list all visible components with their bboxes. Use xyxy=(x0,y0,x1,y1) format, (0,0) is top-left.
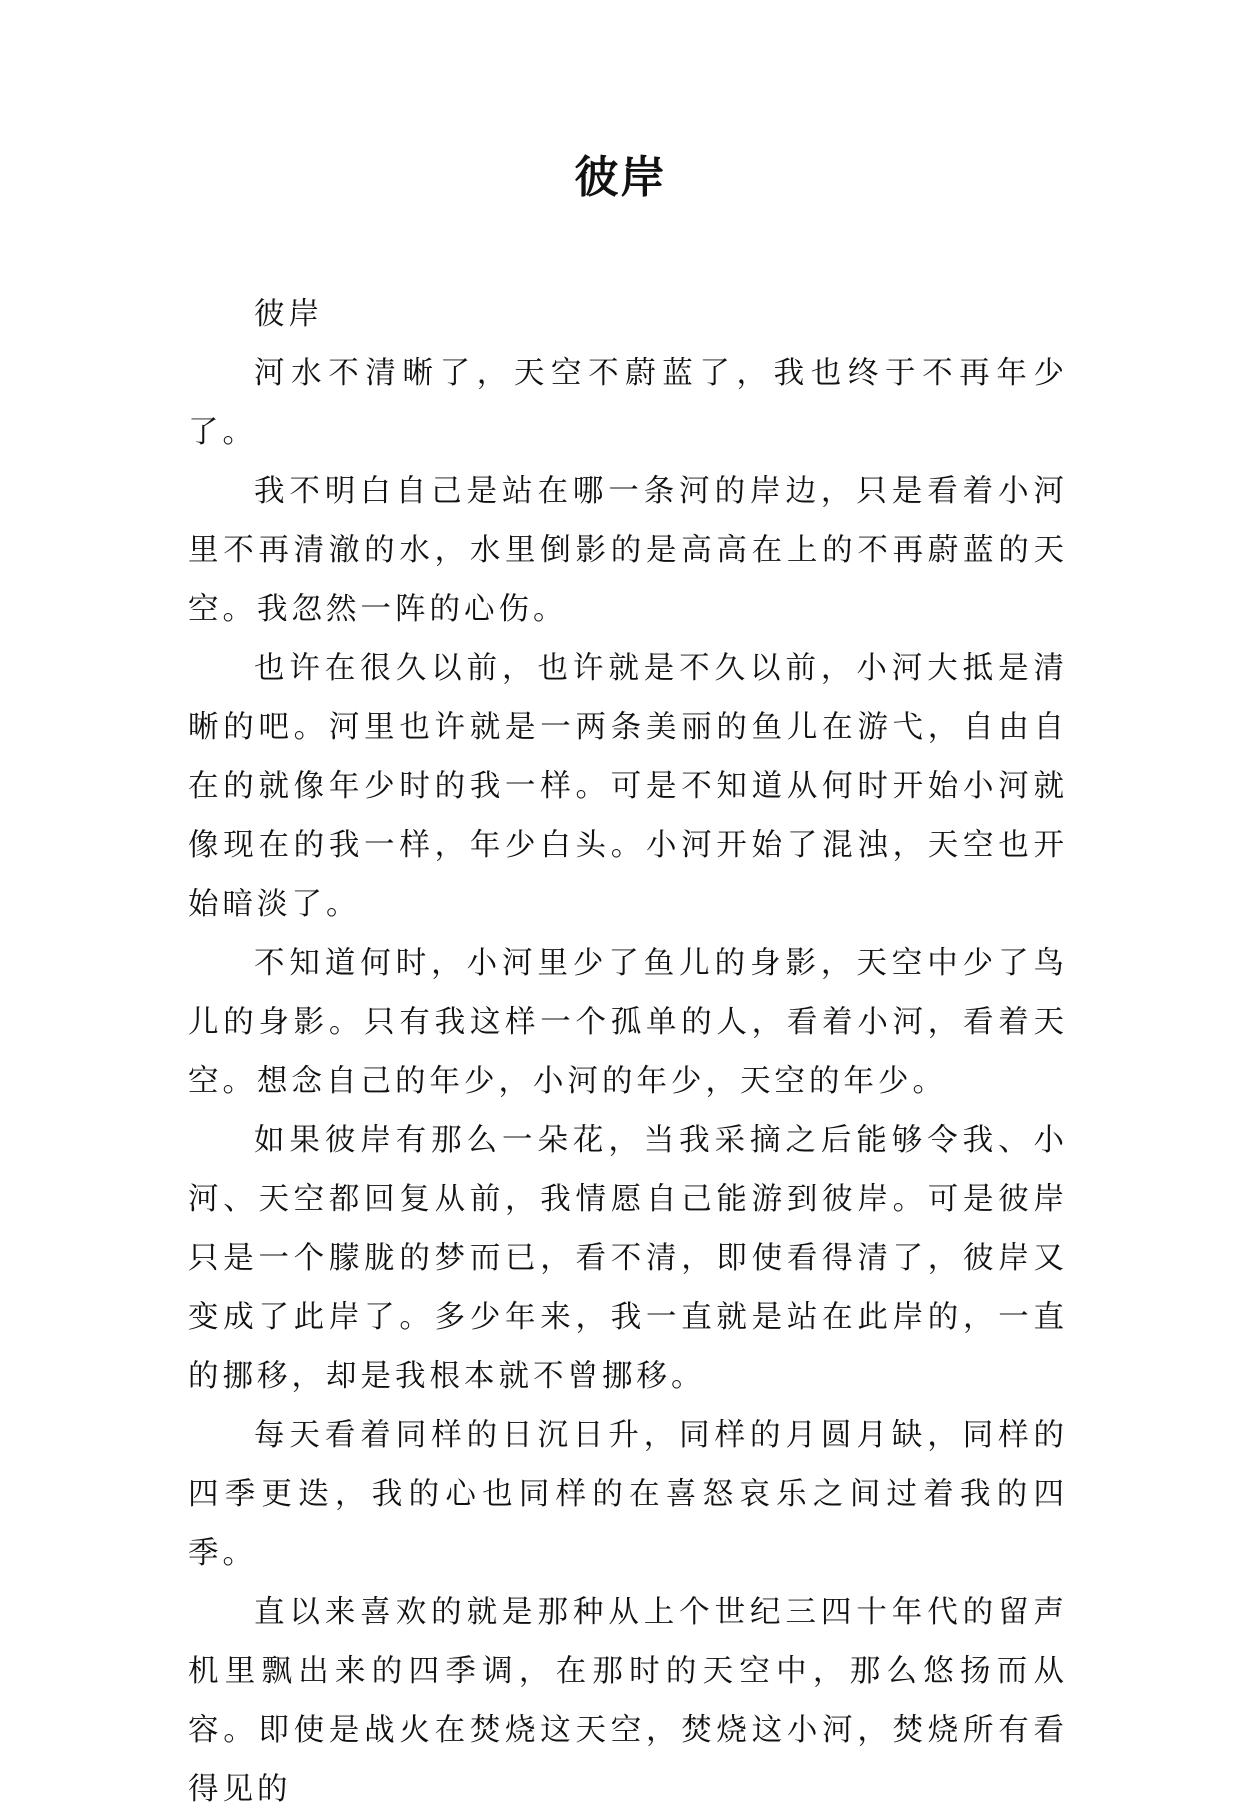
paragraph: 我不明白自己是站在哪一条河的岸边，只是看着小河里不再清澈的水，水里倒影的是高高在上的不再蔚蓝的天空。我忽然一阵的心伤。 xyxy=(188,474,1068,627)
paragraph: 也许在很久以前，也许就是不久以前，小河大抵是清晰的吧。河里也许就是一两条美丽的鱼儿在游弋，自由自在的就像年少时的我一样。可是不知道从何时开始小河就像现在的我一样，年少白头。小河开始了混浊，天空也开始暗淡了。 xyxy=(188,651,1068,922)
paragraph: 不知道何时，小河里少了鱼儿的身影，天空中少了鸟儿的身影。只有我这样一个孤单的人，看着小河，看着天空。想念自己的年少，小河的年少，天空的年少。 xyxy=(188,946,1068,1099)
paragraph-subtitle: 彼岸 xyxy=(254,297,323,332)
document-body xyxy=(188,285,1068,1819)
paragraph: 每天看着同样的日沉日升，同样的月圆月缺，同样的四季更迭，我的心也同样的在喜怒哀乐之间过着我的四季。 xyxy=(188,1418,1068,1571)
document-title: 彼岸 xyxy=(574,152,667,203)
paragraph: 河水不清晰了，天空不蔚蓝了，我也终于不再年少了。 xyxy=(188,356,1068,450)
paragraph: 如果彼岸有那么一朵花，当我采摘之后能够令我、小河、天空都回复从前，我情愿自己能游到彼岸。可是彼岸只是一个朦胧的梦而已，看不清，即使看得清了，彼岸又变成了此岸了。多少年来，我一直就是站在此岸的，一直的挪移，却是我根本就不曾挪移。 xyxy=(188,1123,1068,1394)
paragraph: 直以来喜欢的就是那种从上个世纪三四十年代的留声机里飘出来的四季调，在那时的天空中，那么悠扬而从容。即使是战火在焚烧这天空，焚烧这小河，焚烧所有看得见的 xyxy=(188,1595,1068,1807)
